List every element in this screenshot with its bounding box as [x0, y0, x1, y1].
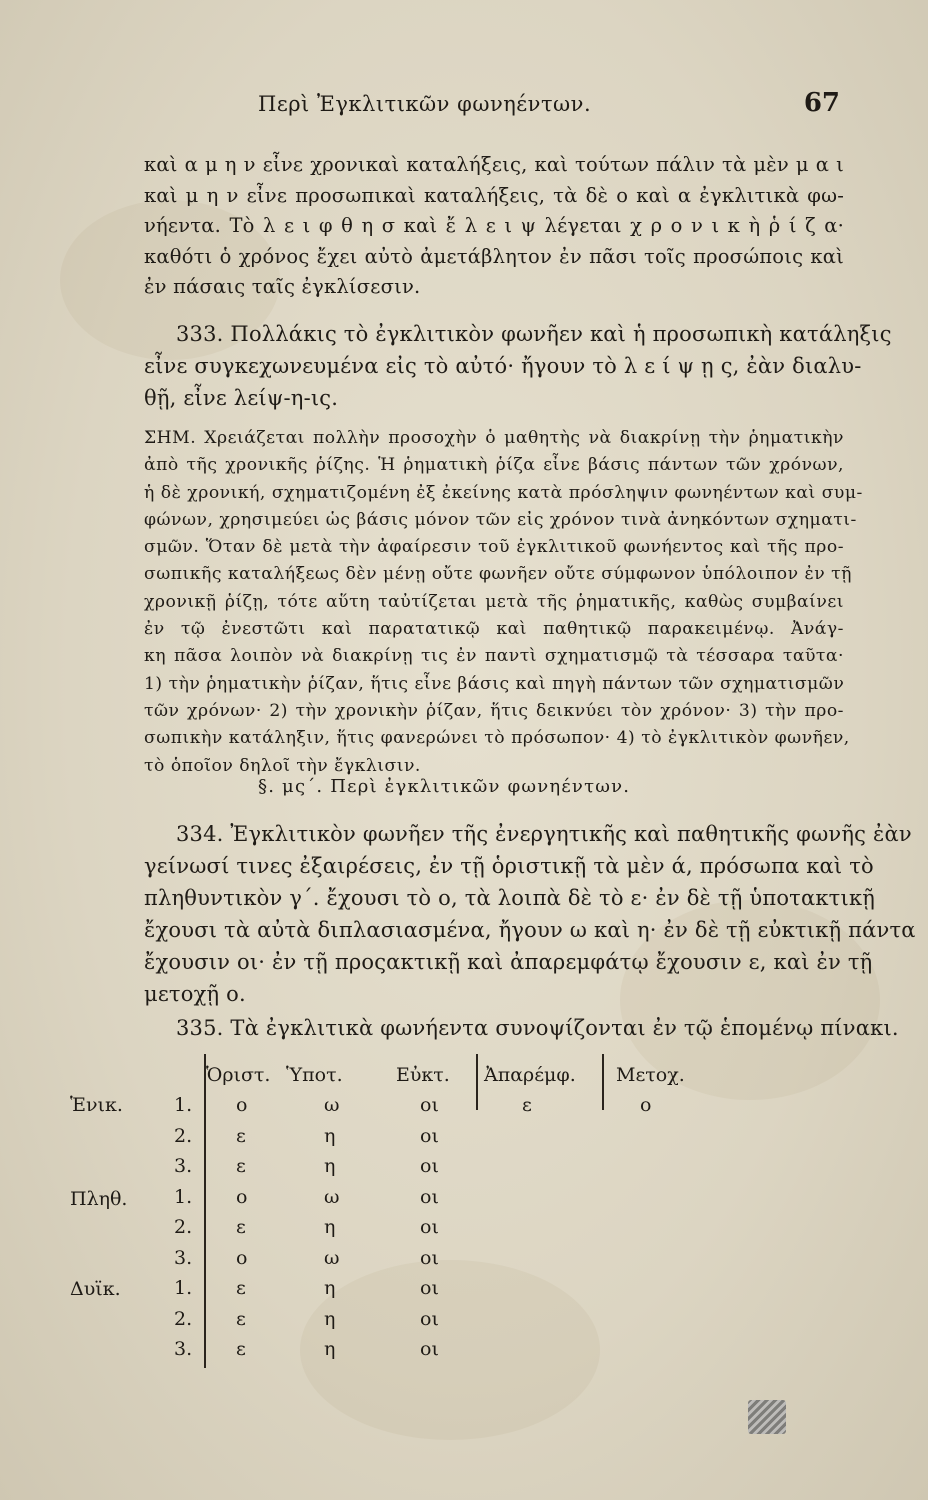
table-cell: οι — [420, 1185, 439, 1208]
table-cell: ο — [640, 1094, 652, 1116]
table-cell: ω — [324, 1094, 340, 1116]
text-line: καθότι ὁ χρόνος ἔχει αὐτὸ ἀμετάβλητον ἐν πᾶσι τοῖς προσώποις καὶ — [144, 244, 844, 268]
running-title: Περὶ Ἐγκλιτικῶν φωνηέντων. — [258, 92, 592, 116]
row-number: 2. — [174, 1307, 193, 1330]
table-cell: ε — [236, 1155, 246, 1177]
text-line: ἔχουσιν οι· ἐν τῇ προςακτικῇ καὶ ἀπαρεμφάτῳ ἔχουσιν ε, καὶ ἐν τῇ — [144, 950, 873, 974]
table-cell: ε — [236, 1307, 246, 1330]
text-line: εἶνε συγκεχωνευμένα εἰς τὸ αὐτό· ἤγουν τὸ λ ε ί ψ ῃ ς, ἐὰν διαλυ- — [144, 354, 862, 378]
table-rule — [204, 1054, 206, 1368]
table-cell: ω — [324, 1246, 340, 1269]
text-line: ἐν πάσαις ταῖς ἐγκλίσεσιν. — [144, 275, 421, 298]
table-cell: οι — [420, 1246, 439, 1269]
row-number: 1. — [174, 1277, 193, 1299]
text-line: 333. Πολλάκις τὸ ἐγκλιτικὸν φωνῆεν καὶ ἡ προσωπικὴ κατάληξις — [176, 322, 892, 346]
text-line: καὶ μ η ν εἶνε προσωπικαὶ καταλήξεις, τὰ δὲ ο καὶ α ἐγκλιτικὰ φω- — [144, 183, 844, 207]
paragraph-333 — [144, 318, 892, 414]
table-cell: ε — [236, 1216, 246, 1238]
text-line: πληθυντικὸν γ΄. ἔχουσι τὸ ο, τὰ λοιπὰ δὲ τὸ ε· ἐν δὲ τῇ ὑποτακτικῇ — [144, 886, 876, 910]
row-number: 2. — [174, 1216, 193, 1238]
text-line: κη πᾶσα λοιπὸν νὰ διακρίνῃ τις ἐν παντὶ σχηματισμῷ τὰ τέσσαρα ταῦτα· — [144, 646, 844, 667]
table-cell: ο — [236, 1094, 248, 1116]
table-cell: ε — [236, 1338, 246, 1360]
text-line: 334. Ἐγκλιτικὸν φωνῆεν τῆς ἐνεργητικῆς καὶ παθητικῆς φωνῆς ἐὰν — [176, 822, 912, 846]
library-stamp-icon — [748, 1400, 786, 1434]
row-number: 1. — [174, 1185, 193, 1208]
text-line: γείνωσί τινες ἐξαιρέσεις, ἐν τῇ ὁριστικῇ τὰ μὲν ά, πρόσωπα καὶ τὸ — [144, 854, 874, 878]
table-cell: ω — [324, 1185, 340, 1208]
table-rule — [476, 1084, 478, 1110]
table-cell: οι — [420, 1155, 439, 1177]
table-cell: οι — [420, 1094, 439, 1116]
text-line: ἐν τῷ ἐνεστῶτι καὶ παρατατικῷ καὶ παθητικῷ παρακειμένῳ. Ἀνάγ- — [144, 619, 844, 640]
text-line: σωπικὴν κατάληξιν, ἥτις φανερώνει τὸ πρόσωπον· 4) τὸ ἐγκλιτικὸν φωνῆεν, — [144, 728, 850, 749]
col-header-metochi: Μετοχ. — [616, 1064, 685, 1086]
text-line: σμῶν. Ὅταν δὲ μετὰ τὴν ἀφαίρεσιν τοῦ ἐγκλιτικοῦ φωνήεντος καὶ τῆς προ- — [144, 537, 844, 558]
table-cell: η — [324, 1307, 336, 1330]
table-cell: οι — [420, 1216, 439, 1238]
col-header-ypotaktiki: Ὑποτ. — [286, 1064, 343, 1086]
text-line: 335. Τὰ ἐγκλιτικὰ φωνήεντα συνοψίζονται ἐν τῷ ἑπομένῳ πίνακι. — [176, 1016, 899, 1040]
table-cell: οι — [420, 1277, 439, 1299]
row-number: 1. — [174, 1094, 193, 1116]
row-number: 3. — [174, 1246, 193, 1269]
group-label-dual: Δυϊκ. — [70, 1278, 121, 1300]
row-number: 2. — [174, 1124, 193, 1147]
text-line: τὸ ὁποῖον δηλοῖ τὴν ἔγκλισιν. — [144, 755, 421, 776]
text-line: χρονικῇ ῥίζῃ, τότε αὕτη ταὐτίζεται μετὰ τῆς ῥηματικῆς, καθὼς συμβαίνει — [144, 591, 844, 612]
text-line: τῶν χρόνων· 2) τὴν χρονικὴν ῥίζαν, ἥτις δεικνύει τὸν χρόνον· 3) τὴν προ- — [144, 700, 844, 721]
table-cell: ο — [236, 1185, 248, 1208]
text-line: νήεντα. Τὸ λ ε ι φ θ η σ καὶ ἔ λ ε ι ψ λέγεται χ ρ ο ν ι κ ὴ ῥ ί ζ α· — [144, 214, 844, 237]
text-line: καὶ α μ η ν εἶνε χρονικαὶ καταλήξεις, καὶ τούτων πάλιν τὰ μὲν μ α ι — [144, 153, 844, 176]
col-header-oristiki: Ὁριστ. — [206, 1064, 271, 1086]
text-line: φώνων, χρησιμεύει ὡς βάσις μόνον τῶν εἰς χρόνον τινὰ ἀνηκόντων σχηματι- — [144, 509, 857, 530]
table-cell: οι — [420, 1307, 439, 1330]
table-cell: ο — [236, 1246, 248, 1269]
col-header-aparemfato: Ἀπαρέμφ. — [484, 1064, 576, 1086]
table-cell: η — [324, 1277, 336, 1299]
text-line: 1) τὴν ῥηματικὴν ῥίζαν, ἥτις εἶνε βάσις καὶ πηγὴ πάντων τῶν σχηματισμῶν — [144, 673, 845, 694]
text-line: μετοχῇ ο. — [144, 982, 246, 1006]
group-label-plural: Πληθ. — [70, 1188, 128, 1210]
text-line: ἡ δὲ χρονική, σχηματιζομένη ἐξ ἐκείνης κατὰ πρόσληψιν φωνηέντων καὶ συμ- — [144, 482, 863, 503]
table-cell: οι — [420, 1338, 439, 1360]
note-paragraph — [144, 425, 863, 780]
col-header-euktiki: Εὐκτ. — [396, 1064, 450, 1086]
page-number: 67 — [803, 88, 840, 118]
row-number: 3. — [174, 1155, 193, 1177]
text-line: σωπικῆς καταλήξεως δὲν μένῃ οὔτε φωνῆεν οὔτε σύμφωνον ὑπόλοιπον ἐν τῇ — [144, 564, 852, 585]
text-line: ΣΗΜ. Χρειάζεται πολλὴν προσοχὴν ὁ μαθητὴς νὰ διακρίνῃ τὴν ῥηματικὴν — [144, 428, 844, 448]
paragraph-335 — [144, 1012, 899, 1044]
table-cell: η — [324, 1124, 336, 1147]
endings-table — [70, 1048, 864, 1378]
table-cell: ε — [522, 1094, 532, 1116]
table-cell: ε — [236, 1277, 246, 1299]
running-header — [150, 88, 840, 124]
text-line: ἀπὸ τῆς χρονικῆς ῥίζης. Ἡ ῥηματικὴ ῥίζα εἶνε βάσις πάντων τῶν χρόνων, — [144, 455, 844, 476]
table-cell: ε — [236, 1124, 246, 1147]
group-label-singular: Ἑνικ. — [70, 1094, 123, 1116]
table-cell: οι — [420, 1124, 439, 1147]
table-cell: η — [324, 1216, 336, 1238]
row-number: 3. — [174, 1338, 193, 1360]
section-heading: §. μς΄. Περὶ ἐγκλιτικῶν φωνηέντων. — [258, 776, 631, 797]
table-rule — [602, 1054, 604, 1110]
table-cell: η — [324, 1338, 336, 1360]
text-line: θῇ, εἶνε λείψ-η-ις. — [144, 386, 339, 410]
paragraph-334 — [144, 818, 916, 1010]
table-cell: η — [324, 1155, 336, 1177]
table-rule — [476, 1054, 478, 1084]
intro-paragraph — [144, 150, 844, 303]
text-line: ἔχουσι τὰ αὐτὰ διπλασιασμένα, ἤγουν ω καὶ η· ἐν δὲ τῇ εὐκτικῇ πάντα — [144, 918, 916, 942]
